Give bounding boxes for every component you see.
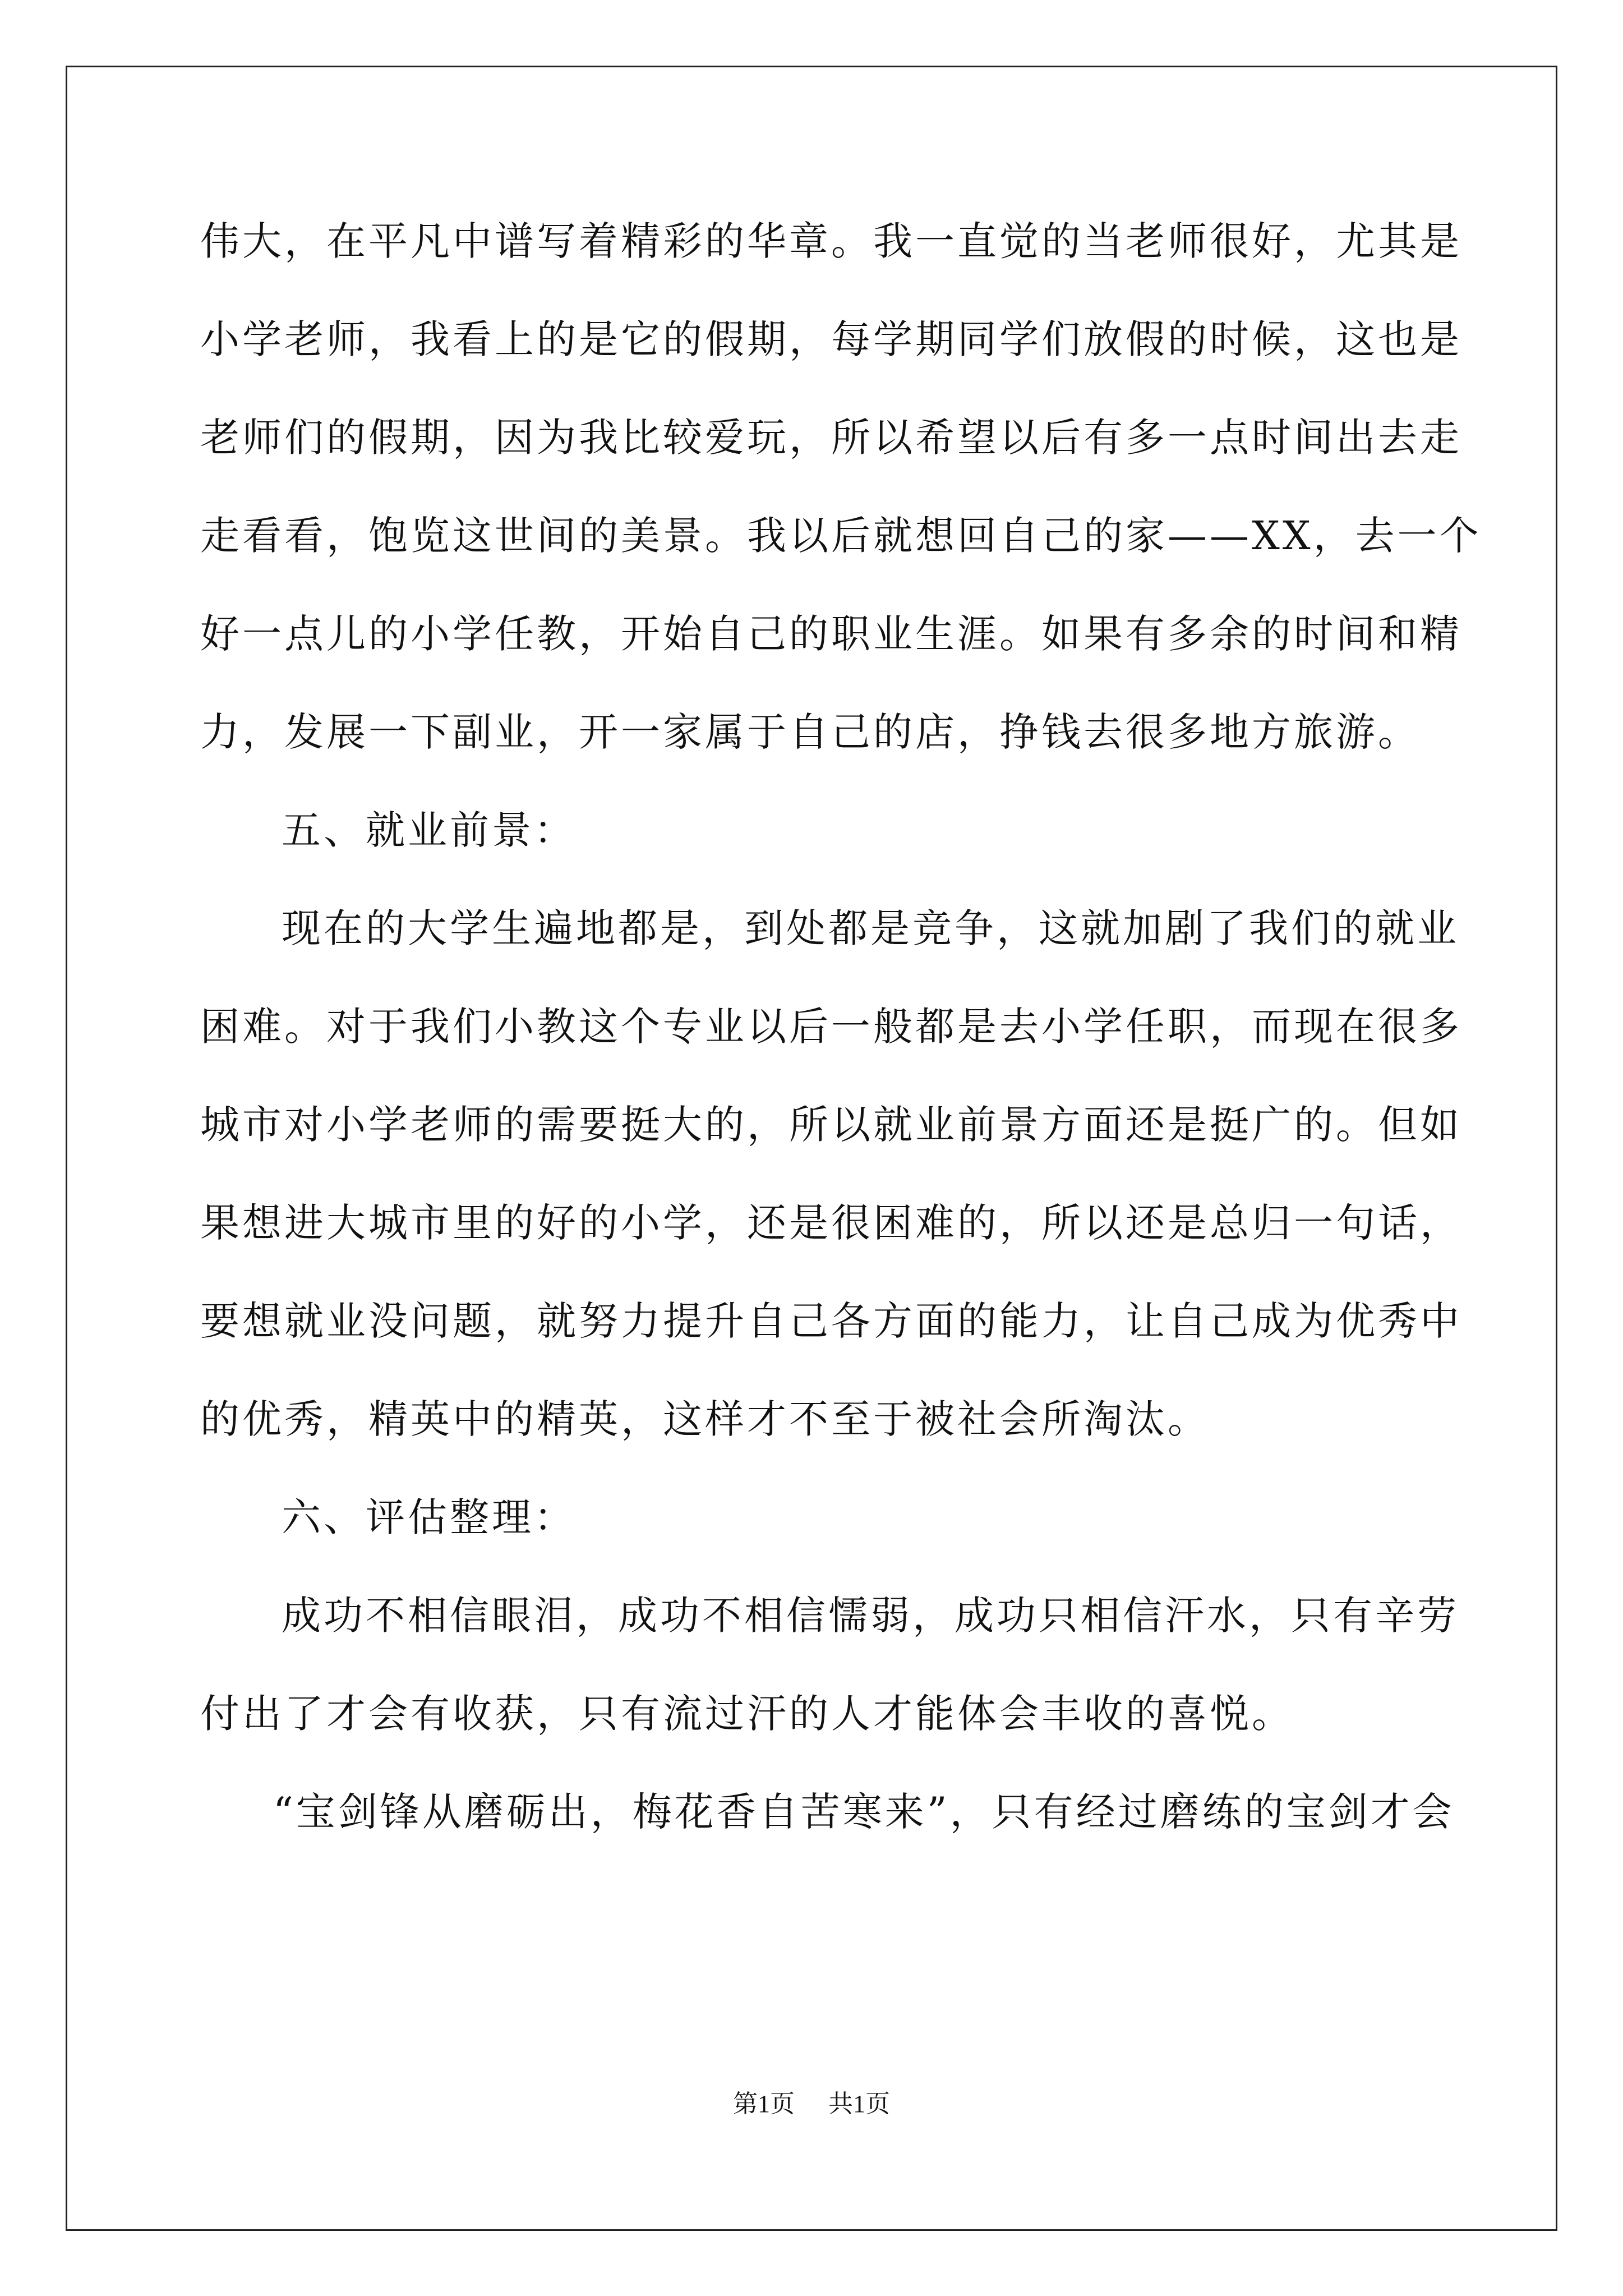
body-line: 付出了才会有收获，只有流过汗的人才能体会丰收的喜悦。 bbox=[200, 1691, 1294, 1737]
body-line: 困难。对于我们小教这个专业以后一般都是去小学任职，而现在很多 bbox=[200, 1004, 1462, 1050]
body-line: 力，发展一下副业，开一家属于自己的店，挣钱去很多地方旅游。 bbox=[200, 709, 1420, 755]
section-heading-employment: 五、就业前景： bbox=[282, 807, 576, 853]
body-line: 好一点儿的小学任教，开始自己的职业生涯。如果有多余的时间和精 bbox=[200, 611, 1462, 657]
document-body bbox=[200, 216, 1482, 1885]
body-line: “宝剑锋从磨砺出，梅花香自苦寒来”，只有经过磨练的宝剑才会 bbox=[273, 1789, 1455, 1835]
body-line: 小学老师，我看上的是它的假期，每学期同学们放假的时候，这也是 bbox=[200, 316, 1462, 362]
section-heading-evaluation: 六、评估整理： bbox=[282, 1494, 576, 1540]
body-line: 成功不相信眼泪，成功不相信懦弱，成功只相信汗水，只有辛劳 bbox=[282, 1593, 1459, 1639]
page-footer bbox=[0, 2083, 1623, 2119]
body-line: 现在的大学生遍地都是，到处都是竞争，这就加剧了我们的就业 bbox=[282, 905, 1459, 951]
page-number: 第1页 bbox=[733, 2090, 795, 2118]
body-line: 果想进大城市里的好的小学，还是很困难的，所以还是总归一句话， bbox=[200, 1200, 1462, 1246]
body-line: 城市对小学老师的需要挺大的，所以就业前景方面还是挺广的。但如 bbox=[200, 1102, 1462, 1148]
body-line: 要想就业没问题，就努力提升自己各方面的能力，让自己成为优秀中 bbox=[200, 1298, 1462, 1344]
page-total: 共1页 bbox=[828, 2090, 890, 2118]
body-line: 走看看，饱览这世间的美景。我以后就想回自己的家——XX，去一个 bbox=[200, 513, 1482, 559]
body-line: 的优秀，精英中的精英，这样才不至于被社会所淘汰。 bbox=[200, 1396, 1210, 1442]
body-line: 伟大，在平凡中谱写着精彩的华章。我一直觉的当老师很好，尤其是 bbox=[200, 218, 1462, 264]
body-line: 老师们的假期，因为我比较爱玩，所以希望以后有多一点时间出去走 bbox=[200, 415, 1462, 461]
